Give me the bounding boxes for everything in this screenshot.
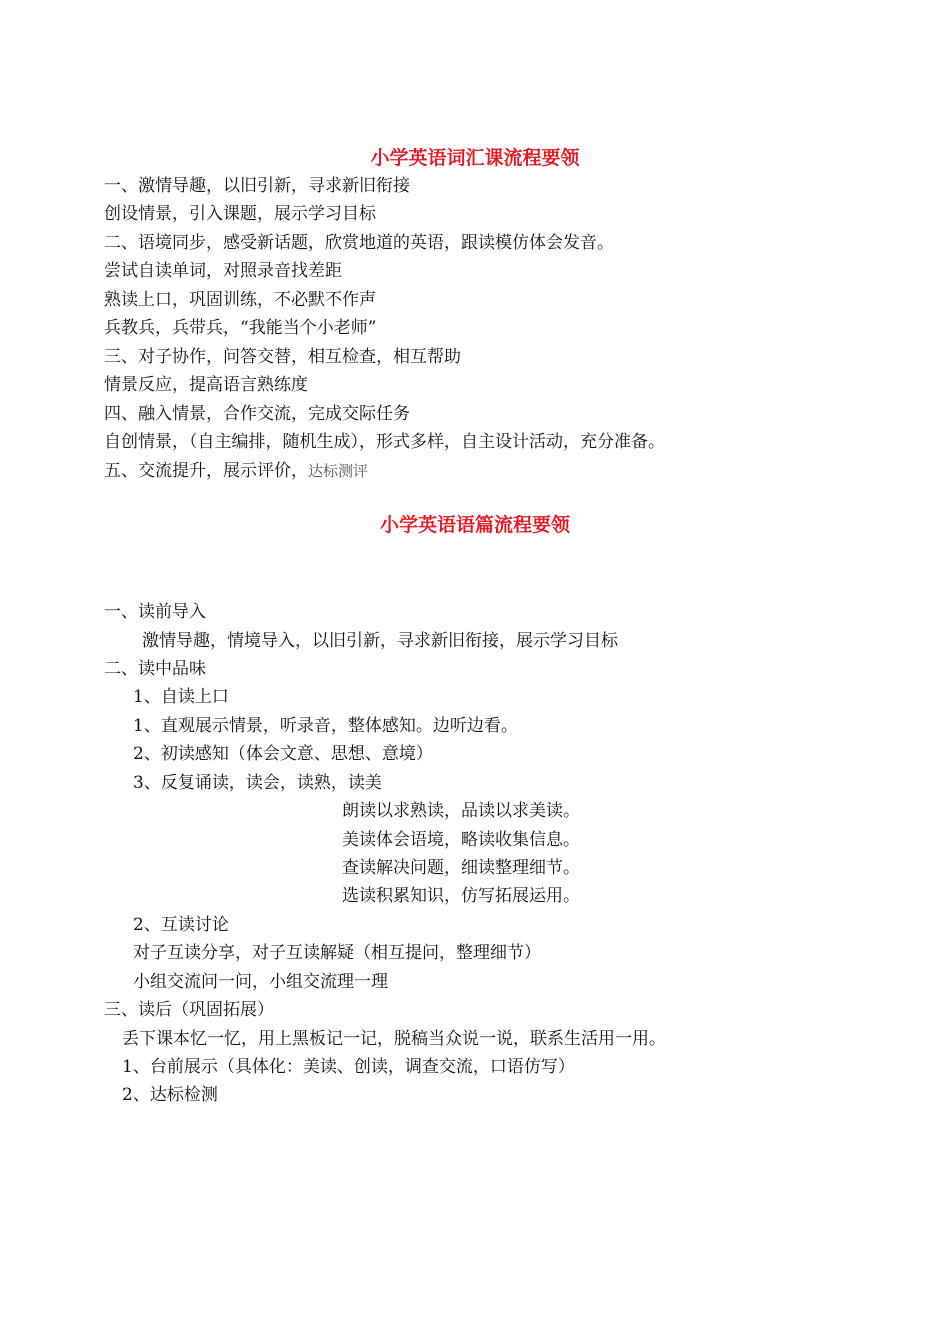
reading-line-6: 2、初读感知（体会文意、思想、意境） (133, 744, 433, 764)
vocab-line-9: 四、融入情景，合作交流，完成交际任务 (104, 404, 410, 424)
reading-line-7: 3、反复诵读，读会，读熟，读美 (133, 773, 382, 793)
reading-line-13: 对子互读分享，对子互读解疑（相互提问，整理细节） (133, 943, 541, 963)
reading-line-18: 2、达标检测 (122, 1085, 218, 1105)
reading-line-10: 查读解决问题，细读整理细节。 (342, 858, 580, 878)
reading-line-4: 1、自读上口 (133, 687, 229, 707)
vocab-line-11 (104, 460, 368, 482)
reading-line-3: 二、读中品味 (104, 659, 206, 679)
vocab-last-line-text: 五、交流提升，展示评价， (104, 461, 308, 481)
vocab-line-2: 创设情景，引入课题，展示学习目标 (104, 204, 376, 224)
reading-line-5: 1、直观展示情景，听录音，整体感知。边听边看。 (133, 716, 518, 736)
vocab-line-8: 情景反应，提高语言熟练度 (104, 375, 308, 395)
reading-line-1: 一、读前导入 (104, 602, 206, 622)
reading-section-title: 小学英语语篇流程要领 (379, 514, 570, 536)
vocab-line-5: 熟读上口，巩固训练，不必默不作声 (104, 290, 376, 310)
vocab-section-title: 小学英语词汇课流程要领 (370, 147, 580, 169)
vocab-line-3: 二、语境同步，感受新话题，欣赏地道的英语，跟读模仿体会发音。 (104, 233, 614, 253)
vocab-line-1: 一、激情导趣，以旧引新，寻求新旧衔接 (104, 176, 410, 196)
reading-line-16: 丢下课本忆一忆，用上黑板记一记，脱稿当众说一说，联系生活用一用。 (122, 1029, 666, 1049)
vocab-last-line-gray: 达标测评 (308, 462, 369, 480)
vocab-line-7: 三、对子协作，问答交替，相互检查，相互帮助 (104, 347, 461, 367)
reading-line-11: 选读积累知识，仿写拓展运用。 (342, 886, 580, 906)
reading-line-17: 1、台前展示（具体化：美读、创读，调查交流，口语仿写） (122, 1057, 575, 1077)
reading-line-15: 三、读后（巩固拓展） (104, 1000, 274, 1020)
vocab-line-6: 兵教兵，兵带兵，“我能当个小老师” (104, 318, 377, 338)
reading-line-14: 小组交流问一问，小组交流理一理 (133, 972, 388, 992)
vocab-line-4: 尝试自读单词，对照录音找差距 (104, 261, 342, 281)
reading-line-12: 2、互读讨论 (133, 915, 229, 935)
reading-line-2: 激情导趣，情境导入，以旧引新，寻求新旧衔接，展示学习目标 (142, 631, 618, 651)
reading-line-8: 朗读以求熟读，品读以求美读。 (342, 801, 580, 821)
reading-line-9: 美读体会语境，略读收集信息。 (342, 830, 580, 850)
vocab-line-10: 自创情景，（自主编排，随机生成），形式多样，自主设计活动，充分准备。 (104, 432, 665, 452)
